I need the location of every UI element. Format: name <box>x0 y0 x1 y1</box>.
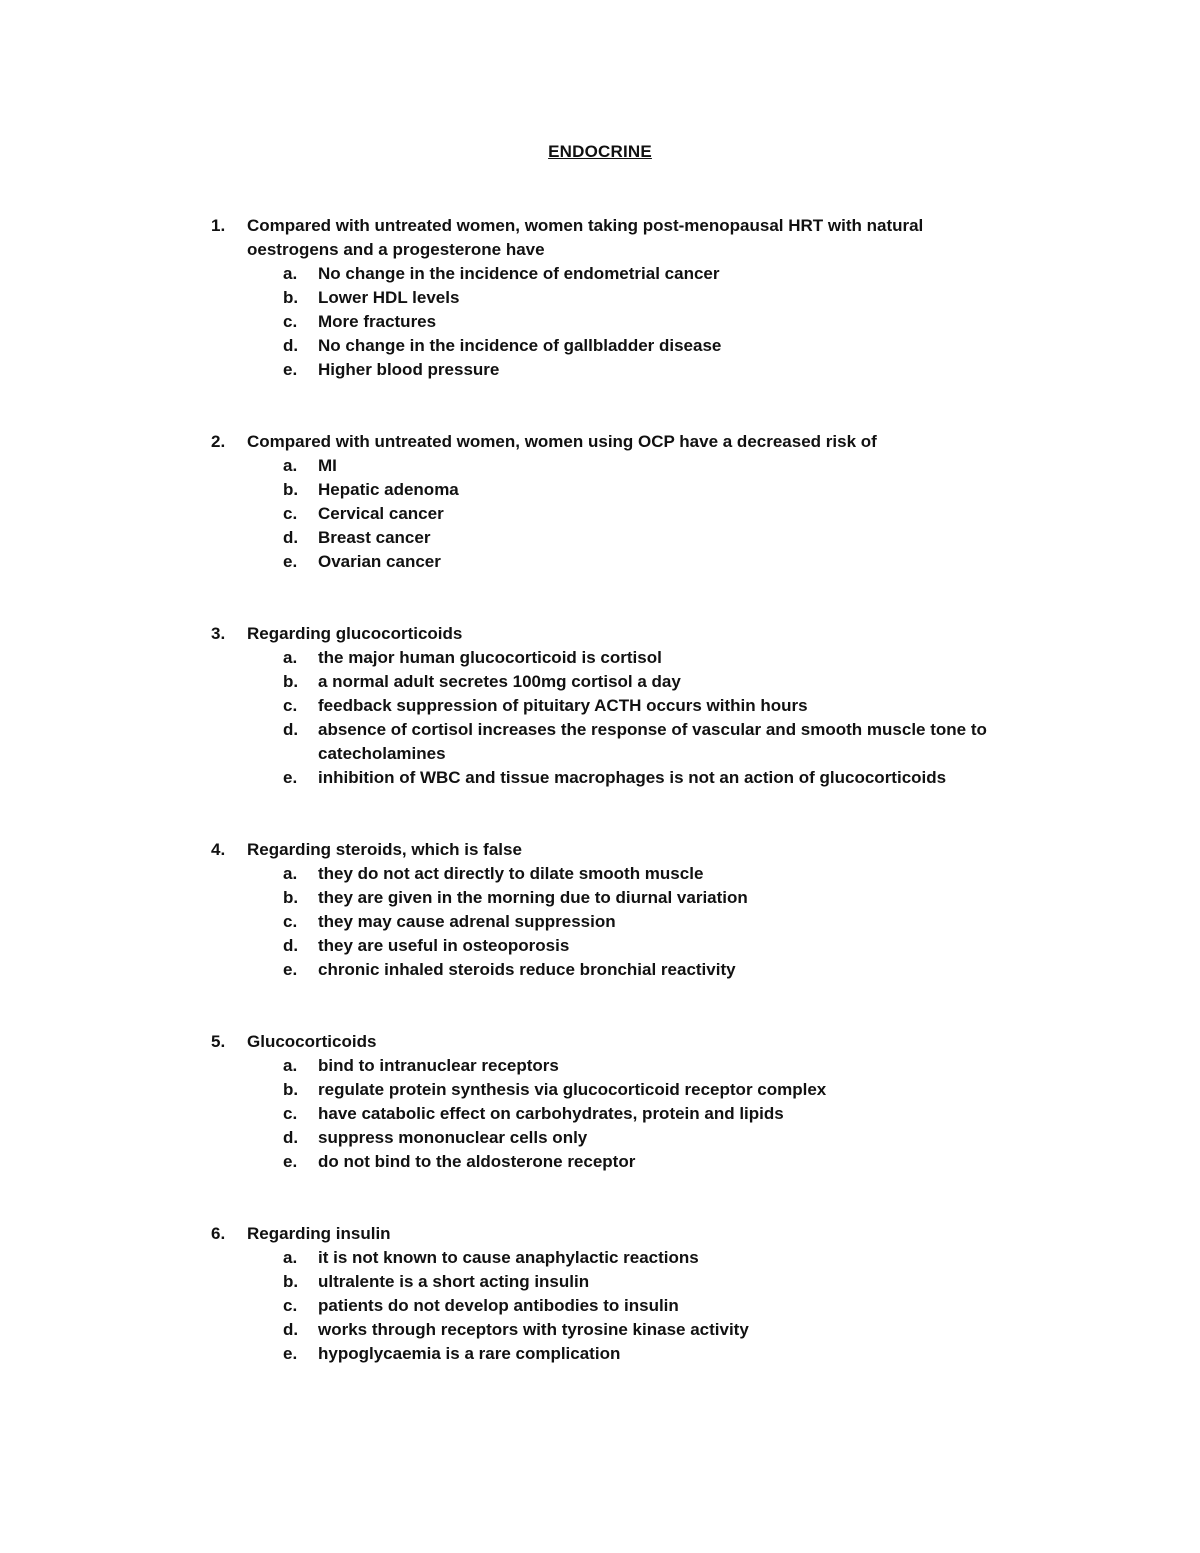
question-text: Regarding steroids, which is false <box>247 840 522 859</box>
question-item <box>0 214 1200 382</box>
option-letter: e. <box>283 552 298 571</box>
option-text: they are useful in osteoporosis <box>318 936 570 955</box>
option-letter: c. <box>283 504 298 523</box>
option-text: absence of cortisol increases the response of vascular and smooth muscle tone to catecholamines <box>318 720 987 763</box>
option-text: No change in the incidence of endometrial cancer <box>318 264 720 283</box>
option-text: Cervical cancer <box>318 504 444 523</box>
question-number: 4. <box>211 840 226 859</box>
answer-option <box>0 1342 1200 1366</box>
option-letter: c. <box>283 312 298 331</box>
answer-option <box>0 862 1200 886</box>
answer-option <box>0 1246 1200 1270</box>
option-letter: e. <box>283 1152 298 1171</box>
answer-option <box>0 1150 1200 1174</box>
answer-option <box>0 1078 1200 1102</box>
answer-option <box>0 358 1200 382</box>
option-letter: b. <box>283 672 299 691</box>
option-letter: c. <box>283 696 298 715</box>
option-text: Ovarian cancer <box>318 552 441 571</box>
option-list <box>0 454 1200 574</box>
answer-option <box>0 1054 1200 1078</box>
question-text: Regarding glucocorticoids <box>247 624 463 643</box>
answer-option <box>0 286 1200 310</box>
option-letter: a. <box>283 1056 298 1075</box>
answer-option <box>0 1318 1200 1342</box>
option-letter: c. <box>283 1296 298 1315</box>
option-letter: b. <box>283 1272 299 1291</box>
answer-option <box>0 670 1200 694</box>
option-letter: d. <box>283 936 299 955</box>
option-letter: e. <box>283 1344 298 1363</box>
question-text: Compared with untreated women, women using OCP have a decreased risk of <box>247 432 877 451</box>
option-text: ultralente is a short acting insulin <box>318 1272 590 1291</box>
question-list <box>0 214 1200 1414</box>
option-list <box>0 262 1200 382</box>
option-letter: d. <box>283 1320 299 1339</box>
answer-option <box>0 334 1200 358</box>
question-number: 1. <box>211 216 226 235</box>
option-text: inhibition of WBC and tissue macrophages is not an action of glucocorticoids <box>318 768 947 787</box>
option-list <box>0 646 1200 790</box>
question-text: Glucocorticoids <box>247 1032 377 1051</box>
option-letter: a. <box>283 264 298 283</box>
answer-option <box>0 910 1200 934</box>
option-text: More fractures <box>318 312 437 331</box>
question-item <box>0 838 1200 982</box>
option-list <box>0 1054 1200 1174</box>
question-text: Compared with untreated women, women taking post-menopausal HRT with natural oestrogens and a progesterone have <box>247 216 924 259</box>
answer-option <box>0 1294 1200 1318</box>
option-text: works through receptors with tyrosine kinase activity <box>318 1320 749 1339</box>
option-letter: b. <box>283 888 299 907</box>
option-text: bind to intranuclear receptors <box>318 1056 559 1075</box>
question-item <box>0 1222 1200 1366</box>
option-text: Lower HDL levels <box>318 288 460 307</box>
option-text: No change in the incidence of gallbladder disease <box>318 336 722 355</box>
option-letter: b. <box>283 480 299 499</box>
option-text: they are given in the morning due to diurnal variation <box>318 888 748 907</box>
answer-option <box>0 1102 1200 1126</box>
answer-option <box>0 526 1200 550</box>
answer-option <box>0 718 1200 766</box>
option-list <box>0 1246 1200 1366</box>
option-text: Breast cancer <box>318 528 431 547</box>
option-letter: d. <box>283 720 299 739</box>
option-letter: d. <box>283 1128 299 1147</box>
option-letter: b. <box>283 1080 299 1099</box>
option-text: they may cause adrenal suppression <box>318 912 616 931</box>
answer-option <box>0 694 1200 718</box>
option-text: Higher blood pressure <box>318 360 500 379</box>
answer-option <box>0 262 1200 286</box>
option-letter: a. <box>283 648 298 667</box>
option-letter: a. <box>283 456 298 475</box>
option-letter: e. <box>283 960 298 979</box>
option-text: feedback suppression of pituitary ACTH occurs within hours <box>318 696 808 715</box>
answer-option <box>0 886 1200 910</box>
option-letter: d. <box>283 528 299 547</box>
option-text: they do not act directly to dilate smooth muscle <box>318 864 704 883</box>
question-item <box>0 430 1200 574</box>
option-text: chronic inhaled steroids reduce bronchial reactivity <box>318 960 736 979</box>
question-number: 3. <box>211 624 226 643</box>
answer-option <box>0 454 1200 478</box>
answer-option <box>0 934 1200 958</box>
option-letter: d. <box>283 336 299 355</box>
question-item <box>0 622 1200 790</box>
answer-option <box>0 502 1200 526</box>
option-text: it is not known to cause anaphylactic reactions <box>318 1248 699 1267</box>
answer-option <box>0 550 1200 574</box>
answer-option <box>0 478 1200 502</box>
question-number: 6. <box>211 1224 226 1243</box>
page-title: ENDOCRINE <box>548 142 652 161</box>
question-text: Regarding insulin <box>247 1224 391 1243</box>
option-text: MI <box>318 456 337 475</box>
option-letter: c. <box>283 1104 298 1123</box>
answer-option <box>0 958 1200 982</box>
option-letter: a. <box>283 864 298 883</box>
option-letter: c. <box>283 912 298 931</box>
option-text: do not bind to the aldosterone receptor <box>318 1152 636 1171</box>
option-text: Hepatic adenoma <box>318 480 459 499</box>
answer-option <box>0 766 1200 790</box>
answer-option <box>0 646 1200 670</box>
option-text: have catabolic effect on carbohydrates, protein and lipids <box>318 1104 784 1123</box>
option-letter: a. <box>283 1248 298 1267</box>
option-list <box>0 862 1200 982</box>
answer-option <box>0 310 1200 334</box>
option-text: hypoglycaemia is a rare complication <box>318 1344 621 1363</box>
option-text: regulate protein synthesis via glucocorticoid receptor complex <box>318 1080 827 1099</box>
option-text: the major human glucocorticoid is cortisol <box>318 648 662 667</box>
option-letter: e. <box>283 360 298 379</box>
option-text: a normal adult secretes 100mg cortisol a day <box>318 672 681 691</box>
option-text: suppress mononuclear cells only <box>318 1128 588 1147</box>
option-letter: b. <box>283 288 299 307</box>
option-letter: e. <box>283 768 298 787</box>
question-number: 5. <box>211 1032 226 1051</box>
question-number: 2. <box>211 432 226 451</box>
question-item <box>0 1030 1200 1174</box>
answer-option <box>0 1126 1200 1150</box>
answer-option <box>0 1270 1200 1294</box>
option-text: patients do not develop antibodies to insulin <box>318 1296 679 1315</box>
